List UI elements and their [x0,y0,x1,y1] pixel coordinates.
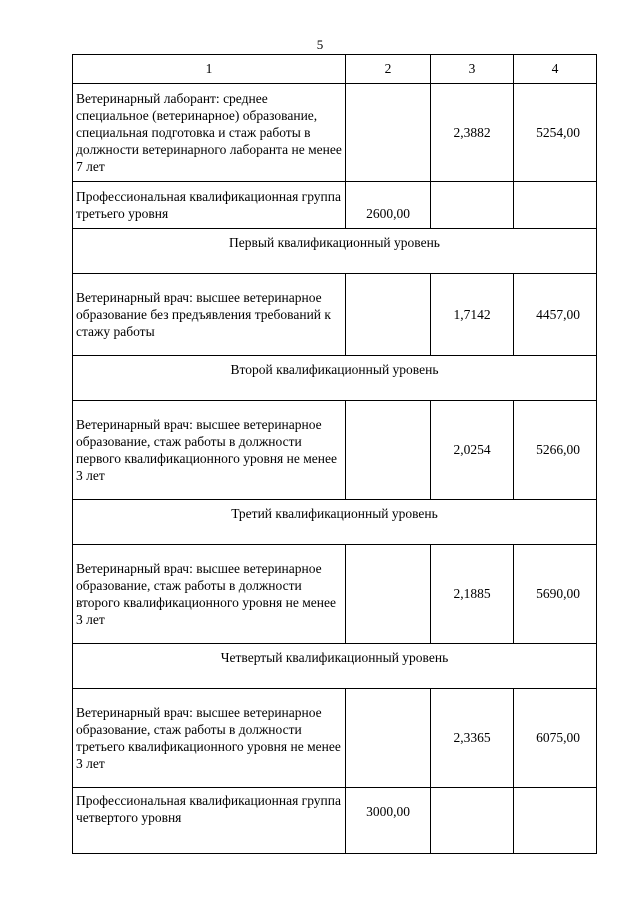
qualification-level-heading: Первый квалификационный уровень [73,229,597,274]
salary-cell: 5254,00 [514,84,597,182]
coefficient-cell [431,182,514,229]
table-row [73,545,597,644]
table-row [73,84,597,182]
position-description: Ветеринарный врач: высшее ветеринарное образование, стаж работы в должности третьего квалификационного уровня не менее 3 лет [73,689,346,788]
header-cell-1: 1 [73,55,346,84]
position-description: Ветеринарный врач: высшее ветеринарное образование без предъявления требований к стажу работы [73,274,346,356]
table-row [73,356,597,401]
header-cell-4: 4 [514,55,597,84]
table-row [73,500,597,545]
coefficient-cell [431,788,514,854]
salary-cell: 5690,00 [514,545,597,644]
table-row [73,182,597,229]
base-salary-cell [346,401,431,500]
table-row [73,274,597,356]
table-row [73,229,597,274]
salary-cell: 4457,00 [514,274,597,356]
base-salary-cell: 2600,00 [346,182,431,229]
coefficient-cell: 2,3365 [431,689,514,788]
salary-cell: 6075,00 [514,689,597,788]
coefficient-cell: 2,3882 [431,84,514,182]
table-row [73,644,597,689]
salary-cell [514,182,597,229]
coefficient-cell: 2,0254 [431,401,514,500]
qualification-level-heading: Третий квалификационный уровень [73,500,597,545]
qualification-level-heading: Четвертый квалификационный уровень [73,644,597,689]
coefficient-cell: 2,1885 [431,545,514,644]
header-cell-2: 2 [346,55,431,84]
salary-table [72,54,597,854]
position-description: Ветеринарный врач: высшее ветеринарное образование, стаж работы в должности первого квалификационного уровня не менее 3 лет [73,401,346,500]
table-row [73,788,597,854]
position-description: Ветеринарный врач: высшее ветеринарное образование, стаж работы в должности второго квалификационного уровня не менее 3 лет [73,545,346,644]
coefficient-cell: 1,7142 [431,274,514,356]
qualification-level-heading: Второй квалификационный уровень [73,356,597,401]
position-description: Ветеринарный лаборант: среднее специальное (ветеринарное) образование, специальная подготовка и стаж работы в должности ветеринарного лаборанта не менее 7 лет [73,84,346,182]
table-header-row [73,55,597,84]
group-description: Профессиональная квалификационная группа третьего уровня [73,182,346,229]
base-salary-cell [346,689,431,788]
group-description: Профессиональная квалификационная группа четвертого уровня [73,788,346,854]
salary-cell: 5266,00 [514,401,597,500]
base-salary-cell [346,84,431,182]
base-salary-cell: 3000,00 [346,788,431,854]
table-row [73,689,597,788]
base-salary-cell [346,274,431,356]
header-cell-3: 3 [431,55,514,84]
salary-cell [514,788,597,854]
base-salary-cell [346,545,431,644]
page-number: 5 [316,37,324,52]
table-row [73,401,597,500]
